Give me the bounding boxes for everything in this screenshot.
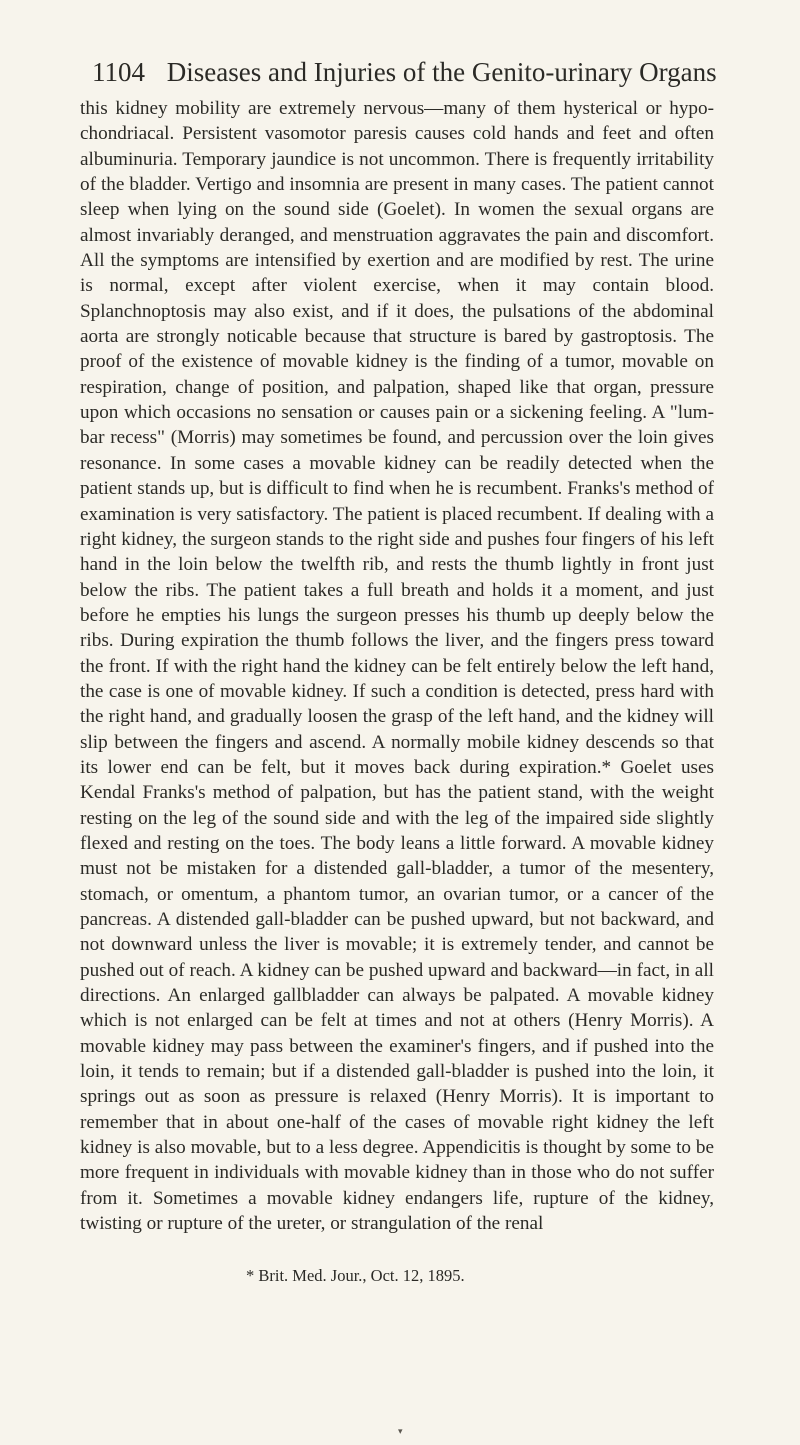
page-header — [92, 52, 792, 92]
page-number: 1104 — [92, 57, 145, 87]
footnote: * Brit. Med. Jour., Oct. 12, 1895. — [246, 1266, 465, 1285]
stray-mark: ▾ — [398, 1426, 403, 1436]
body-paragraph: this kidney mobility are extremely nervous—many of them hysterical or hypochondriacal. Persistent vasomotor paresis causes cold hands and feet and often albuminuria. Temporary jaundice is not uncommon. There is frequently irritability of the bladder. Vertigo and insomnia are present in many cases. The patient cannot sleep when lying on the sound side (Goelet). In women the sexual organs are almost invariably deranged, and menstruation aggravates the pain and discomfort. All the symptoms are intensified by exertion and are modified by rest. The urine is normal, except after violent exercise, when it may contain blood. Splanchnoptosis may also exist, and if it does, the pulsations of the abdominal aorta are strongly noticable because that structure is bared by gastroptosis. The proof of the existence of movable kidney is the finding of a tumor, movable on respiration, change of position, and palpation, shaped like that organ, pressure upon which occasions no sensation or causes pain or a sickening feeling. A "lumbar recess" (Morris) may sometimes be found, and percussion over the loin gives resonance. In some cases a movable kidney can be readily detected when the patient stands up, but is difficult to find when he is recumbent. Franks's method of examination is very satisfactory. The patient is placed recumbent. If dealing with a right kidney, the surgeon stands to the right side and pushes four fingers of his left hand in the loin below the twelfth rib, and rests the thumb lightly in front just below the ribs. The patient takes a full breath and holds it a moment, and just before he empties his lungs the surgeon presses his thumb up deeply below the ribs. During expiration the thumb follows the liver, and the fingers press toward the front. If with the right hand the kidney can be felt entirely below the left hand, the case is one of movable kidney. If such a condition is detected, press hard with the right hand, and gradually loosen the grasp of the left hand, and the kidney will slip between the fingers and ascend. A normally mobile kidney descends so that its lower end can be felt, but it moves back during expiration.* Goelet uses Kendal Franks's method of palpation, but has the patient stand, with the weight resting on the leg of the sound side and with the leg of the impaired side slightly flexed and resting on the toes. The body leans a little forward. A movable kidney must not be mistaken for a distended gall-bladder, a tumor of the mesentery, stomach, or omentum, a phantom tumor, an ovarian tumor, or a cancer of the pancreas. A distended gall-bladder can be pushed upward, but not backward, and not downward unless the liver is movable; it is extremely tender, and cannot be pushed out of reach. A kidney can be pushed upward and backward—in fact, in all directions. An enlarged gallbladder can always be palpated. A movable kidney which is not enlarged can be felt at times and not at others (Henry Morris). A movable kidney may pass between the examiner's fingers, and if pushed into the loin, it tends to remain; but if a distended gall-bladder is pushed into the loin, it springs out as soon as pressure is relaxed (Henry Morris). It is important to remember that in about one-half of the cases of movable right kidney the left kidney is also movable, but to a less degree. Appendicitis is thought by some to be more frequent in individuals with movable kidney than in those who do not suffer from it. Sometimes a movable kidney endangers life, rupture of the kidney, twisting or rupture of the ureter, or strangulation of the renal — [80, 98, 714, 1235]
body-text — [80, 96, 714, 1236]
running-title: Diseases and Injuries of the Genito-urinary Organs — [166, 57, 717, 87]
